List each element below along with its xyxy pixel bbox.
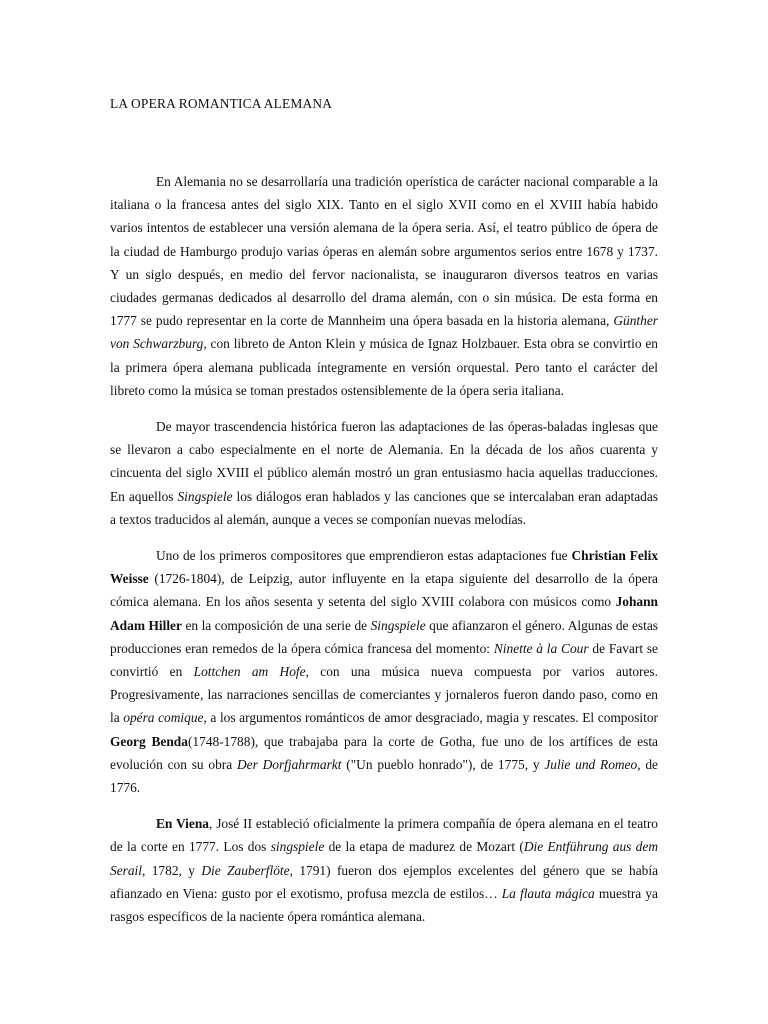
p3-text-10: , de 1776. xyxy=(110,756,658,796)
p4-text-1: , José II estableció oficialmente la primera compañía de ópera alemana en el teatro de la corte en 1777. Los dos xyxy=(110,816,659,855)
p3-italic-5: Der Dorfjahrmarkt xyxy=(236,756,342,772)
p3-italic-4: opéra comique xyxy=(123,710,204,726)
p3-text-1: Uno de los primeros compositores que emprendieron estas adaptaciones fue xyxy=(156,548,572,564)
p3-text-7: , a los argumentos románticos de amor desgraciado, magia y rescates. El compositor xyxy=(203,710,658,726)
p4-italic-2: Die Entführung aus dem Serail xyxy=(110,839,658,878)
paragraph-1 xyxy=(110,170,658,402)
p3-text-4: que afianzaron el género. Algunas de estas producciones eran remedos de la ópera cómica francesa del momento: xyxy=(110,617,658,656)
p3-text-2: (1726-1804), de Leipzig, autor influyente en la etapa siguiente del desarrollo de la ópera cómica alemana. En los años sesenta y setenta del siglo XVIII colabora con músicos como xyxy=(110,571,658,610)
p3-bold-2: Johann Adam Hiller xyxy=(110,594,658,633)
paragraph-3 xyxy=(110,544,658,799)
p2-italic-1: Singspiele xyxy=(177,488,233,504)
p4-italic-1: singspiele xyxy=(270,839,325,855)
p3-text-9: ("Un pueblo honrado"), de 1775, y xyxy=(341,756,545,772)
p4-text-4: , 1791) fueron dos ejemplos excelentes del género que se había afianzado en Viena: gusto por el exotismo, profusa mezcla de estilos… xyxy=(110,862,659,901)
p4-text-3: , 1782, y xyxy=(142,862,202,878)
p2-text-1: De mayor trascendencia histórica fueron las adaptaciones de las óperas-baladas inglesas que se llevaron a cabo especialmente en el norte de Alemania. En la década de los años cuarenta y cincuenta del siglo XVIII el público alemán mostró un gran entusiasmo hacia aquellas traducciones. En aquellos xyxy=(110,419,658,504)
p2-text-2: los diálogos eran hablados y las canciones que se intercalaban eran adaptadas a textos traducidos al alemán, aunque a veces se componían nuevas melodías. xyxy=(110,488,659,527)
p3-italic-6: Julie und Romeo xyxy=(544,756,638,772)
p4-text-5: muestra ya rasgos específicos de la naciente ópera romántica alemana. xyxy=(110,885,658,925)
paragraph-2 xyxy=(110,415,658,531)
document-body xyxy=(110,170,658,928)
p1-text-2: , con libreto de Anton Klein y música de Ignaz Holzbauer. Esta obra se convirtio en la primera ópera alemana publicada íntegramente en versión orquestal. Pero tanto el carácter del libreto como la música se toman prestados ostensiblemente de la ópera seria italiana. xyxy=(110,336,658,398)
p4-italic-3: Die Zauberflöte xyxy=(201,862,290,878)
p3-text-6: , con una música nueva compuesta por varios autores. Progresivamente, las narraciones sencillas de comerciantes y jornaleros fueron dando paso, como en la xyxy=(110,664,658,726)
p1-text-1: En Alemania no se desarrollaría una tradición operística de carácter nacional comparable a la italiana o la francesa antes del siglo XIX. Tanto en el siglo XVII como en el XVIII había habido varios intentos de establecer una versión alemana de la ópera seria. Así, el teatro público de ópera de la ciudad de Hamburgo produjo varias óperas en alemán sobre argumentos serios entre 1678 y 1737. Y un siglo después, en medio del fervor nacionalista, se inauguraron diversos teatros en varias ciudades germanas dedicados al desarrollo del drama alemán, con o sin música. De esta forma en 1777 se pudo representar en la corte de Mannheim una ópera basada en la historia alemana, xyxy=(110,174,658,329)
p3-text-5: de Favart se convirtió en xyxy=(110,640,659,680)
paragraph-4 xyxy=(110,812,658,928)
p4-bold-1: En Viena xyxy=(156,816,209,832)
p3-bold-1: Christian Felix Weisse xyxy=(110,548,659,587)
document-title: LA OPERA ROMANTICA ALEMANA xyxy=(110,96,333,111)
p3-italic-2: Ninette à la Cour xyxy=(493,640,589,656)
p3-text-3: en la composición de una serie de xyxy=(181,617,371,633)
p3-text-8: (1748-1788), que trabajaba para la corte de Gotha, fue uno de los artífices de esta evolución con su obra xyxy=(110,733,658,772)
p1-italic-1: Günther von Schwarzburg xyxy=(110,313,658,352)
p4-text-2: de la etapa de madurez de Mozart ( xyxy=(324,839,524,855)
p3-italic-3: Lottchen am Hofe xyxy=(193,664,306,680)
p3-italic-1: Singspiele xyxy=(370,617,426,633)
p4-italic-4: La flauta mágica xyxy=(501,885,595,901)
p3-bold-3: Georg Benda xyxy=(110,733,188,749)
